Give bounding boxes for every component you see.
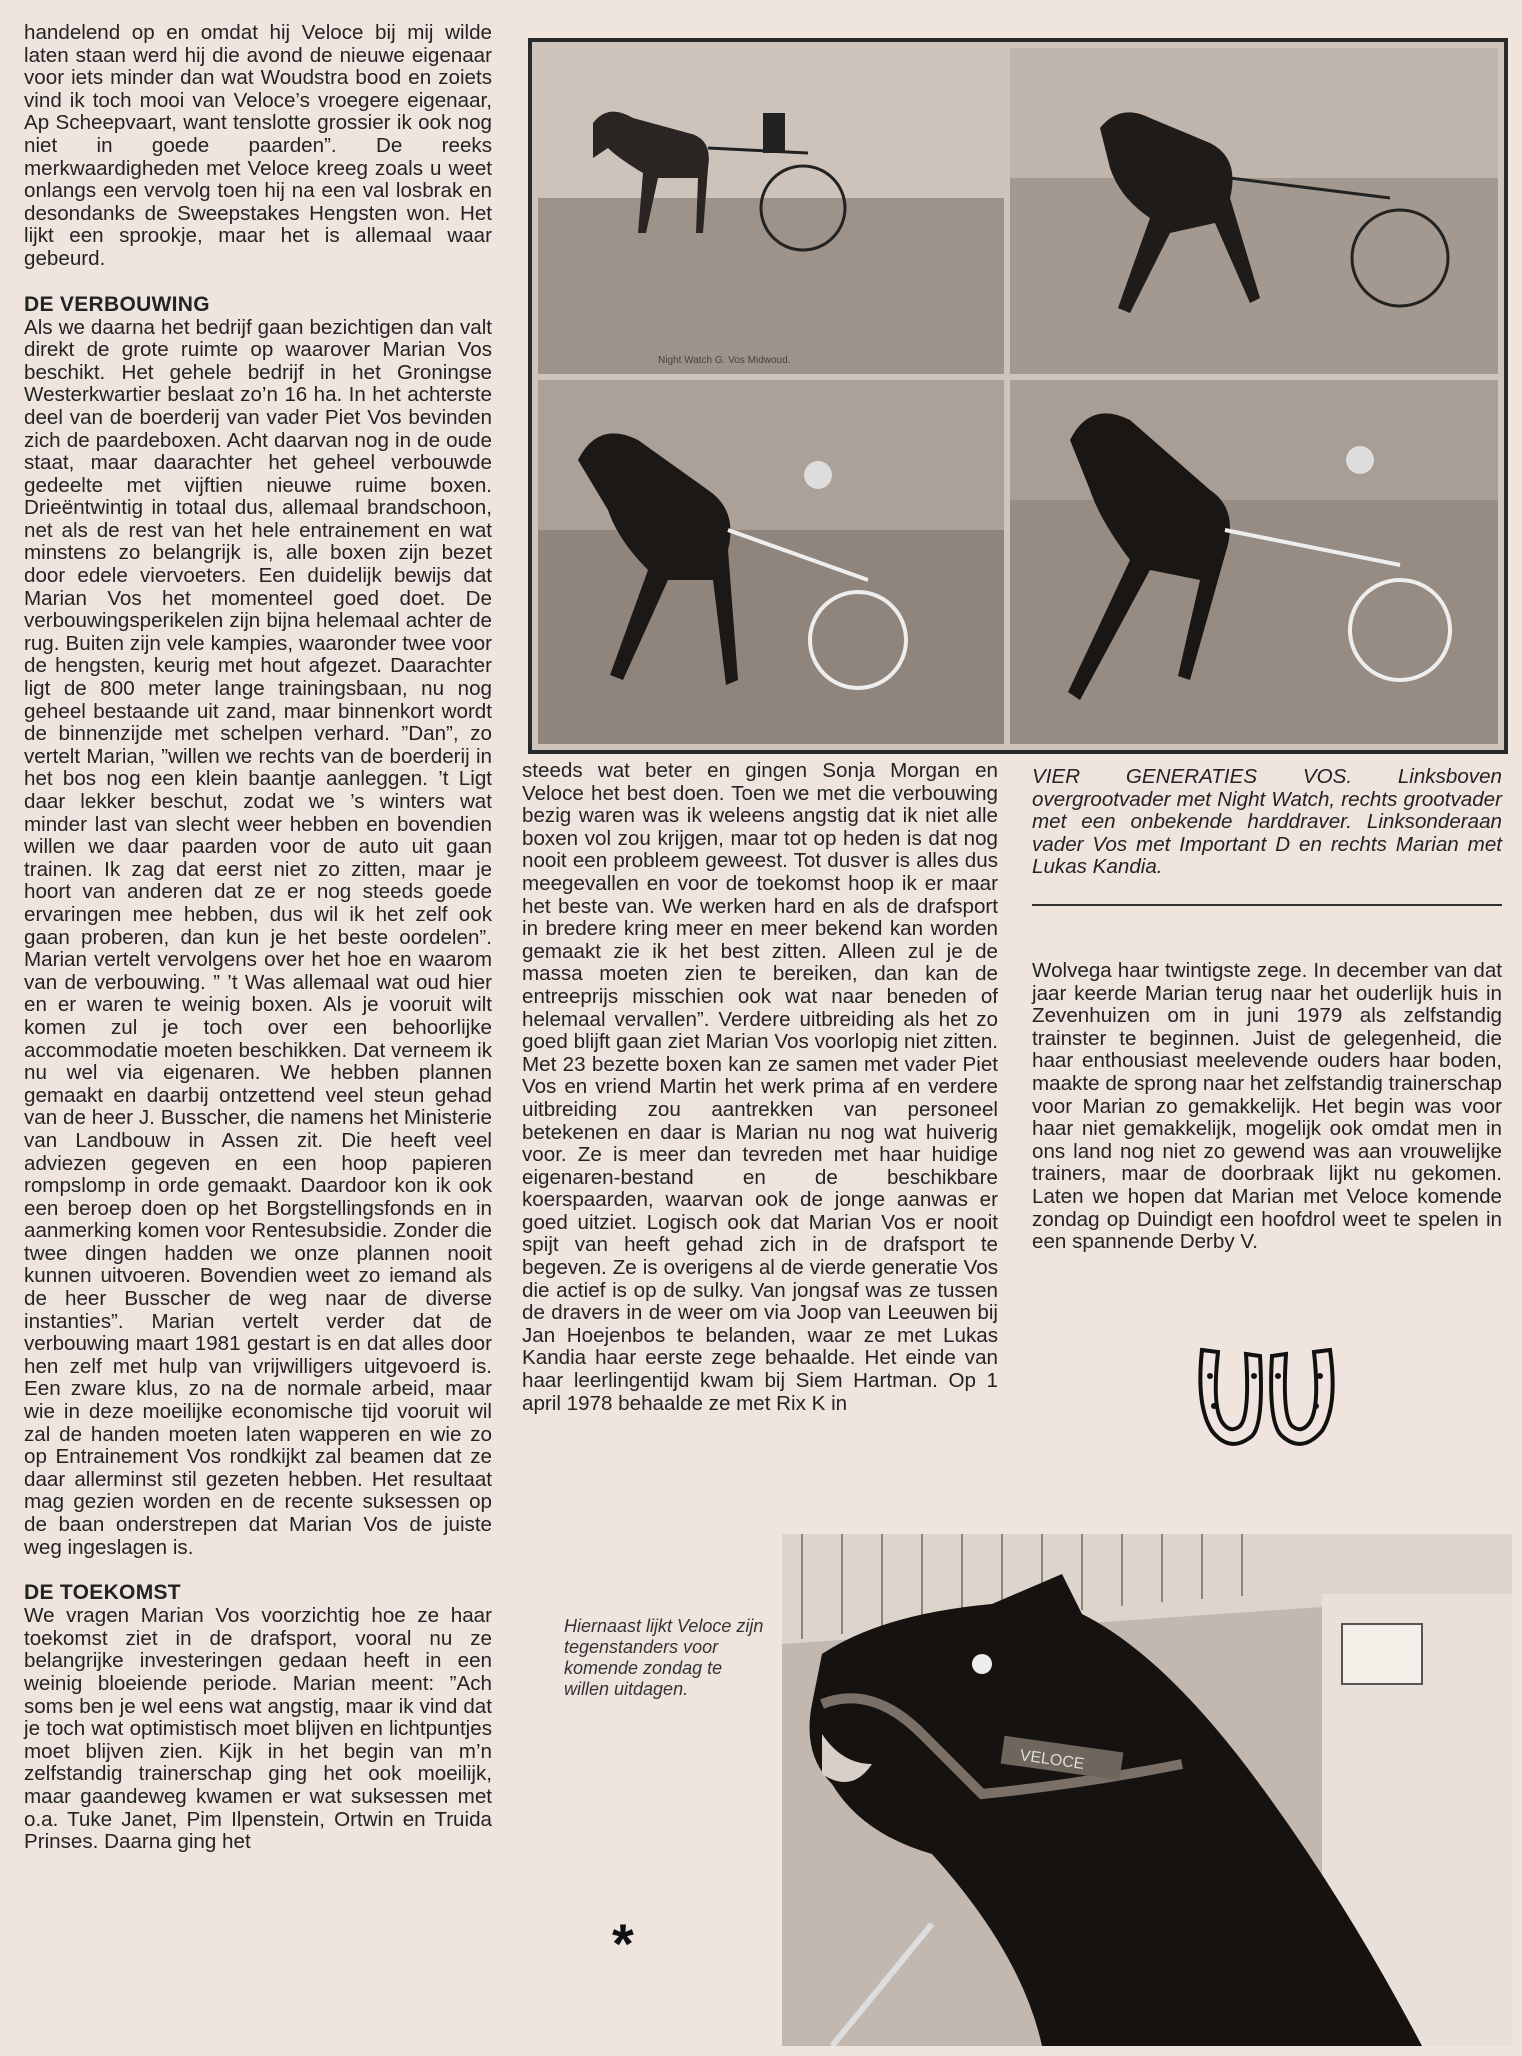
photo-caption: [1032, 766, 1502, 879]
column2-paragraph: steeds wat beter en gingen Sonja Morgan en Veloce het best doen. Toen we met die verbouwing bezig waren was ik weleens angstig dat ik niet alle boxen vol zou krijgen, maar tot op heden is dat nog nooit een probleem geweest. Tot dusver is alles dus meegevallen en voor de toekomst hoop ik er maar het beste van. We werken hard en als de drafsport in bredere kring meer en meer bekend kan worden gemaakt zie ik het best zitten. Alleen zul je de massa moeten zien te bereiken, dan kan de entreeprijs misschien ook wat naar beneden of helemaal vervallen”. Verdere uitbreiding als het zo goed blijft gaan ziet Marian Vos voorlopig niet zitten. Met 23 bezette boxen kan ze samen met vader Piet Vos en vriend Martin het werk prima af en verdere uitbreiding zou aantrekken van personeel betekenen en daar is Marian nu nog wat huiverig voor. Ze is meer dan tevreden met haar huidige eigenaren-bestand en de beschikbare koerspaarden, waarvan ook de jonge aanwas er goed uitziet. Logisch ook dat Marian Vos er nooit spijt van heeft gehad zich in de drafsport te begeven. Ze is overigens al de vierde generatie Vos die actief is op de sulky. Van jongsaf was ze tussen de dravers in de weer om via Joop van Leeuwen bij Jan Hoejenbos te belanden, waar ze met Lukas Kandia haar eerste zege behaalde. Het einde van haar leerlingentijd kwam bij Siem Hartman. Op 1 april 1978 behaalde ze met Rix K in: [522, 759, 998, 1415]
photo-grandfather-trotter: [1010, 48, 1498, 374]
photo-important-d: [538, 380, 1004, 744]
horse-cart-illustration: [538, 48, 1004, 374]
veloce-side-caption: [564, 1616, 764, 1700]
side-caption-text: Hiernaast lijkt Veloce zijn tegenstanders voor komende zondag te willen uitdagen.: [564, 1616, 764, 1699]
photo-night-watch: [538, 48, 1004, 374]
horseshoe-icon: [1190, 1336, 1342, 1456]
caption-divider: [1032, 904, 1502, 906]
article-column-3: [1032, 960, 1502, 1254]
intro-paragraph: handelend op en omdat hij Veloce bij mij wilde laten staan werd hij die avond de nieuwe eigenaar voor iets minder dan wat Woudstra bood en zoiets vind ik toch mooi van Veloce’s vroegere eigenaar, Ap Scheepvaart, want tenslotte grossier ik ook nog niet in goede paarden”. De reeks merkwaardigheden met Veloce kreeg zoals u weet onlangs een vervolg toen hij na een val losbrak en desondanks de Sweepstakes Hengsten won. Het lijkt een sprookje, maar het is allemaal waar gebeurd.: [24, 21, 492, 270]
halter-name-text: VELOCE: [1018, 1747, 1086, 1774]
four-generations-photo-collage: [528, 38, 1508, 754]
heading-verbouwing: DE VERBOUWING: [24, 292, 210, 316]
verbouwing-paragraph: Als we daarna het bedrijf gaan bezichtigen dan valt direkt de grote ruimte op waarover Marian Vos beschikt. Het gehele bedrijf in het Groningse Westerkwartier beslaat zo’n 16 ha. In het achterste deel van de boerderij van vader Piet Vos bevinden zich de paardeboxen. Acht daarvan nog in de oude staat, maar daarachter het geheel verbouwde gedeelte met vijftien nieuwe ruime boxen. Drieëntwintig in totaal dus, allemaal brandschoon, net als de rest van het hele entrainement en wat minstens zo belangrijk is, alle boxen zijn bezet door edele viervoeters. Een duidelijk bewijs dat Marian Vos het momenteel goed doet. De verbouwingsperikelen zijn bijna helemaal achter de rug. Buiten zijn vele kampies, waaronder twee voor de hengsten, keurig met hout afgezet. Daarachter ligt de 800 meter lange trainingsbaan, nu nog geheel bestaande uit zand, maar binnenkort wordt de binnenzijde met schelpen verhard. ”Dan”, zo vertelt Marian, ”willen we rechts van de boerderij in het bos nog een klein baantje aanleggen. ’t Ligt daar lekker beschut, zodat we ’s winters wat minder last van slecht weer hebben en bovendien willen we daar paarden voor de auto uit gaan trainen. Ik zag dat eerst niet zo zitten, maar je hoort van anderen dat ze er nog steeds goede ervaringen mee hebben, dus wil ik het zelf ook gaan proberen, dan kun je het beste oordelen”. Marian vertelt vervolgens over het hoe en waarom van de verbouwing. ” ’t Was allemaal wat oud hier en er waren te weinig boxen. Als je vooruit wilt komen zul je toch over een behoorlijke accommodatie moeten beschikken. Dat verneem ik nu wel via eigenaren. We hebben plannen gemaakt en daarbij ontzettend veel steun gehad van de heer J. Busscher, die namens het Ministerie van Landbouw in Assen zit. Die heeft veel adviezen gegeven en een hoop papieren rompslomp in orde gemaakt. Daardoor kon ik ook een beroep doen op het Borgstellingsfonds en in aanmerking komen voor Rentesubsidie. Zonder die twee dingen hadden we onze plannen nooit kunnen uitvoeren. Bovendien weet zo iemand als de heer Busscher de weg naar de diverse instanties”. Marian vertelt verder dat de verbouwing maart 1981 gestart is en dat alles door hen zelf met hulp van vrijwilligers uitgevoerd is. Een zware klus, zo na de normale arbeid, maar wie in deze moeilijke economische tijd vooruit wil zal de handen moeten laten wapperen en wie zo op Entrainement Vos rondkijkt zal beamen dat ze daar allerminst stil gezeten hebben. Het resultaat mag gezien worden en de recente suksessen op de baan onderstrepen dat Marian Vos de juiste weg ingeslagen is.: [24, 315, 492, 1559]
photo-caption-text: VIER GENERATIES VOS. Linksboven overgrootvader met Night Watch, rechts grootvader met een onbekende harddraver. Linksonderaan vader Vos met Important D en rechts Marian met Lukas Kandia.: [1032, 765, 1502, 879]
article-column-2: [522, 760, 998, 1415]
column3-paragraph: Wolvega haar twintigste zege. In december van dat jaar keerde Marian terug naar het ouderlijk huis in Zevenhuizen om in juni 1979 als zelfstandig trainster te beginnen. Juist de gelegenheid, die haar enthousiast meelevende ouders haar boden, maakte de sprong naar het zelfstandig trainerschap voor Marian zo gemakkelijk. Het begin was voor haar niet gemakkelijk, mogelijk ook omdat men in ons land nog niet zo gewend was aan vrouwelijke trainers, maar de doorbraak lijkt nu gekomen. Laten we hopen dat Marian met Veloce komende zondag op Duindigt een hoofdrol weet te spelen in een spannende Derby V.: [1032, 959, 1502, 1254]
toekomst-paragraph: We vragen Marian Vos voorzichtig hoe ze haar toekomst ziet in de drafsport, vooral nu ze belangrijke investeringen gedaan heeft in een weinig bloeiende periode. Marian meent: ”Ach soms ben je wel eens wat angstig, maar ik vind dat je toch wat optimistisch moet blijven en lichtpuntjes moet blijven zien. Kijk in het begin van m’n zelfstandig trainerschap ging het ook moeilijk, maar gaandeweg kwamen er wat suksessen met o.a. Tuke Janet, Pim Ilpenstein, Ortwin en Truida Prinses. Daarna ging het: [24, 1604, 492, 1854]
heading-toekomst: DE TOEKOMST: [24, 1581, 181, 1605]
article-column-1: [24, 22, 492, 1854]
photo-label: Night Watch G. Vos Midwoud.: [658, 355, 791, 366]
photo-veloce: [782, 1534, 1512, 2046]
photo-lukas-kandia: [1010, 380, 1498, 744]
end-mark: *: [612, 1912, 634, 1975]
